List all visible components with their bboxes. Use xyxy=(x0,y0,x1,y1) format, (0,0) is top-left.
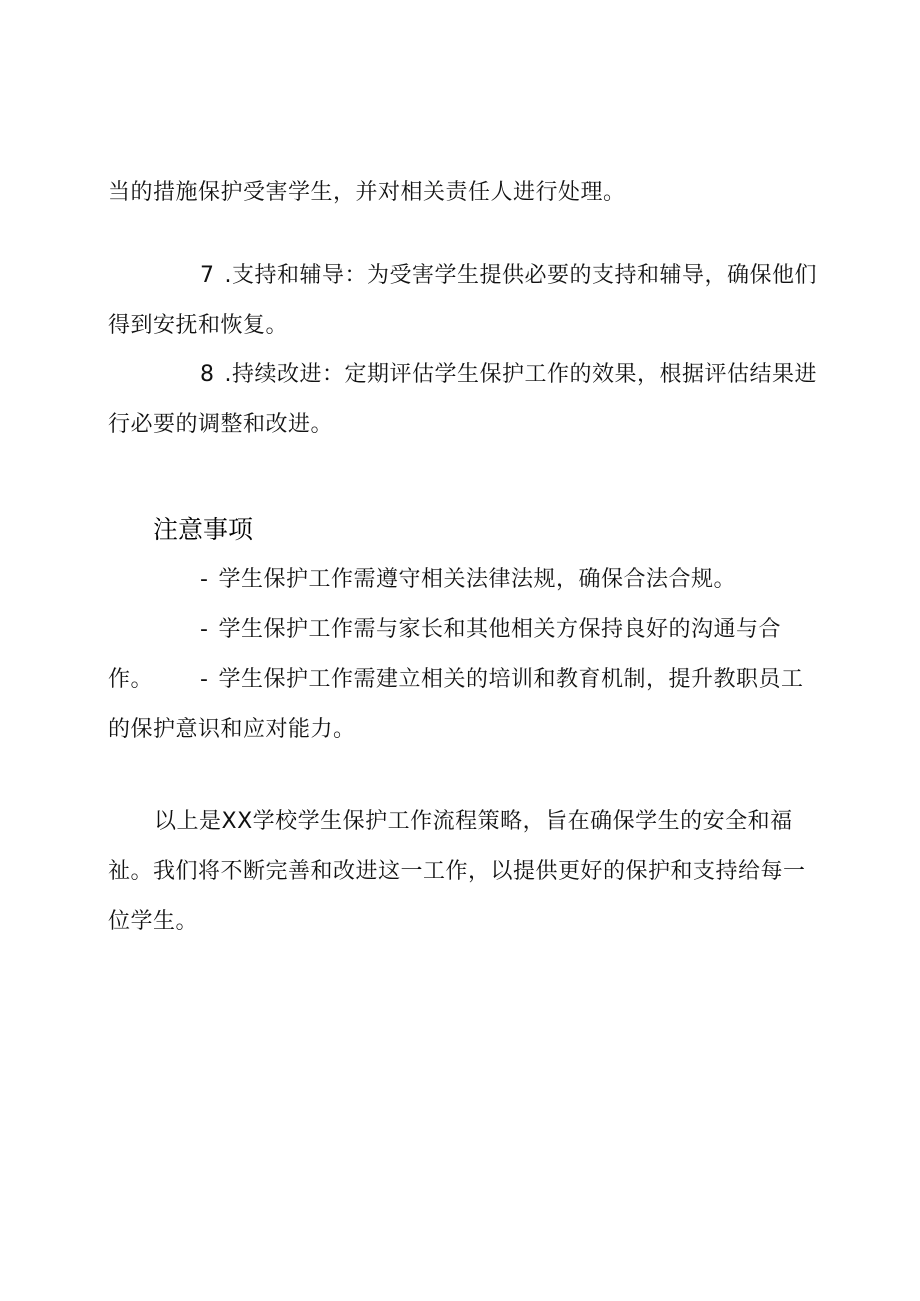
note-item-1-dash: - xyxy=(200,567,209,592)
notes-heading: 注意事项 xyxy=(153,515,254,544)
paragraph-continuation xyxy=(108,168,820,218)
note-item-1-text: 学生保护工作需遵守相关法律法规，确保合法合规。 xyxy=(218,567,736,592)
list-item-7-number: 7 xyxy=(200,263,215,288)
list-item-8-text: .持续改进：定期评估学生保护工作的效果，根据评估结果进行必要的调整和改进。 xyxy=(108,362,817,437)
note-item-2-text: 学生保护工作需与家长和其他相关方保持良好的沟通与合作。 xyxy=(108,617,781,692)
list-item-8-number: 8 xyxy=(200,362,215,387)
note-item-3-dash: - xyxy=(200,667,209,692)
list-item-7 xyxy=(108,251,820,351)
list-item-7-text: .支持和辅导：为受害学生提供必要的支持和辅导，确保他们得到安抚和恢复。 xyxy=(108,263,817,338)
note-item-3-text: 学生保护工作需建立相关的培训和教育机制，提升教职员工的保护意识和应对能力。 xyxy=(108,667,804,742)
list-item-8 xyxy=(108,350,820,450)
note-item-2-dash: - xyxy=(200,617,209,642)
paragraph-continuation-text: 当的措施保护受害学生，并对相关责任人进行处理。 xyxy=(108,180,626,205)
note-item-1 xyxy=(108,555,820,605)
conclusion-paragraph xyxy=(108,797,820,947)
note-item-3 xyxy=(108,655,820,755)
conclusion-text: 以上是XX学校学生保护工作流程策略，旨在确保学生的安全和福祉。我们将不断完善和改进这一工作，以提供更好的保护和支持给每一位学生。 xyxy=(108,809,806,934)
